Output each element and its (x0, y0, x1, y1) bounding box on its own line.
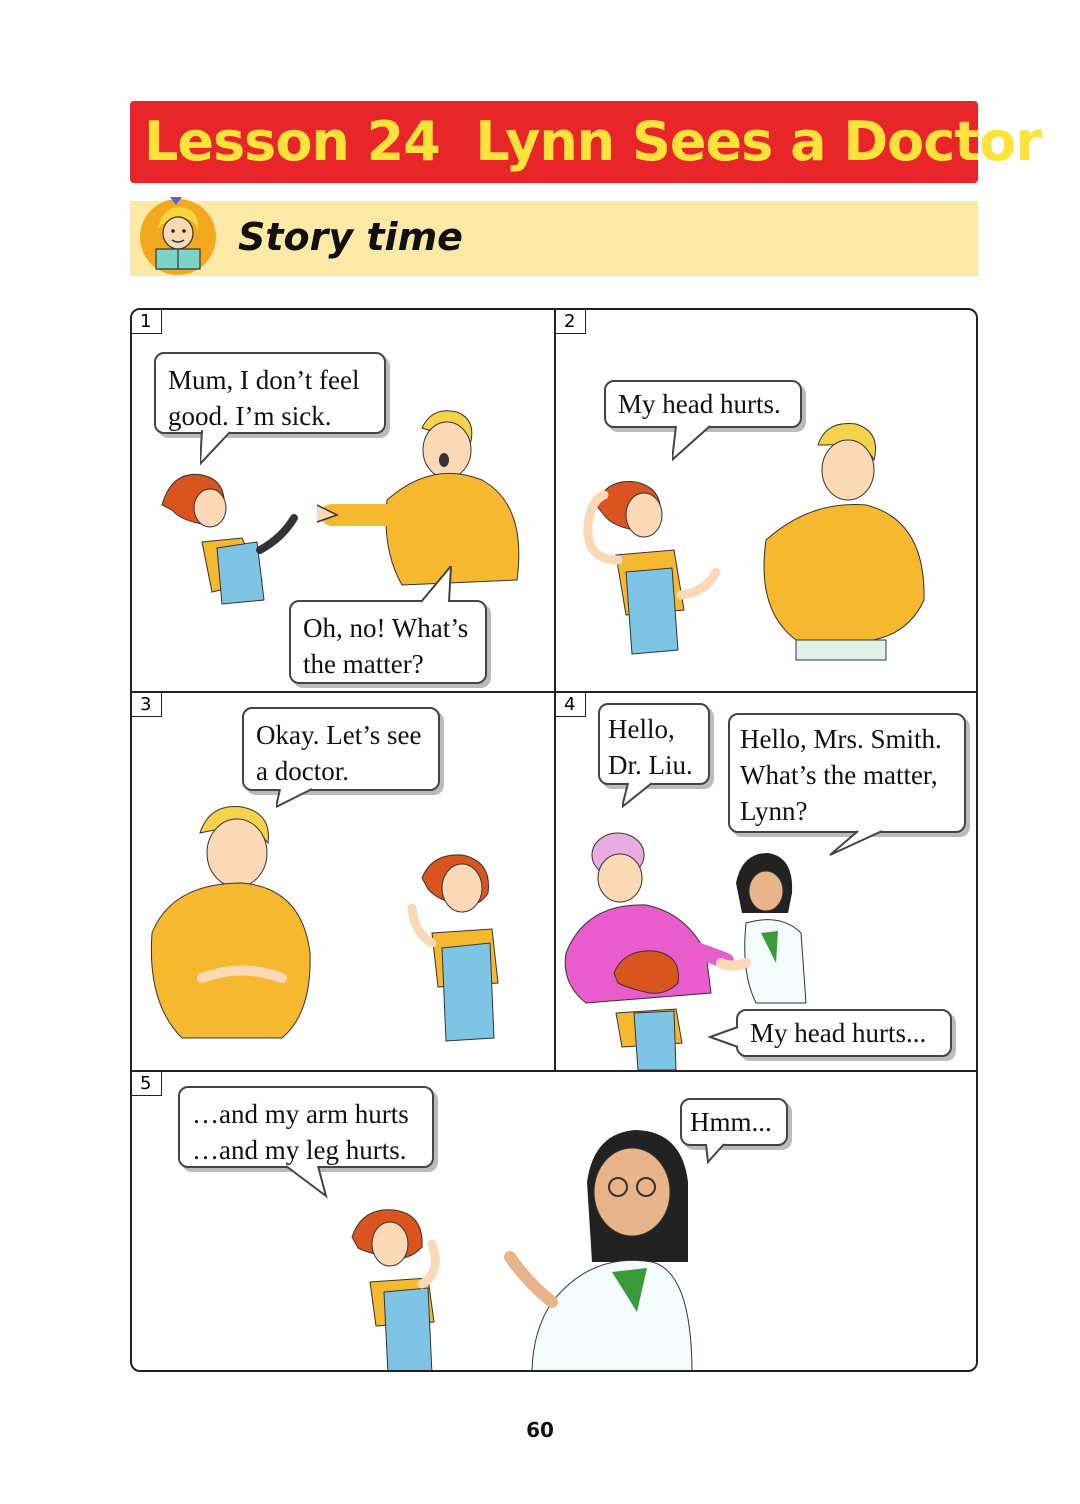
speech-bubble-tail (282, 1164, 332, 1200)
speech-bubble (178, 1086, 434, 1168)
bubble-line: What’s the matter, (740, 760, 938, 790)
speech-bubble (289, 600, 487, 684)
panel-3 (132, 693, 554, 1070)
speech-bubble-tail (672, 424, 716, 464)
speech-bubble-tail (828, 829, 888, 859)
bubble-line: …and my arm hurts (192, 1099, 409, 1129)
panel-4 (556, 693, 978, 1070)
bubble-line: Hello, (608, 714, 675, 744)
bubble-line: Lynn? (740, 796, 808, 826)
bubble-line: good. I’m sick. (168, 401, 332, 431)
bubble-line: a doctor. (256, 756, 349, 786)
section-title: Story time (238, 215, 463, 259)
bubble-line: My head hurts. (618, 389, 781, 419)
speech-bubble (736, 1009, 952, 1057)
speech-bubble (728, 713, 966, 833)
speech-bubble-tail (417, 566, 457, 606)
bubble-line: Hello, Mrs. Smith. (740, 724, 942, 754)
speech-bubble-tail (702, 1142, 732, 1166)
bubble-line: Oh, no! What’s (303, 613, 469, 643)
panel-2-illustration (556, 310, 978, 691)
speech-bubble-tail (622, 781, 662, 811)
speech-bubble-tail (276, 787, 320, 811)
bubble-line: …and my leg hurts. (192, 1135, 407, 1165)
panel-number: 3 (132, 693, 162, 717)
speech-bubble (680, 1098, 788, 1146)
panel-number: 5 (132, 1072, 162, 1096)
speech-bubble (154, 352, 386, 434)
girl-reading-book-icon (136, 189, 218, 277)
panel-2 (556, 310, 978, 691)
speech-bubble-tail (200, 430, 240, 470)
speech-bubble (598, 703, 710, 785)
speech-bubble (604, 380, 802, 428)
bubble-line: Mum, I don’t feel (168, 365, 360, 395)
bubble-line: Dr. Liu. (608, 750, 693, 780)
bubble-line: My head hurts... (750, 1018, 927, 1048)
comic-strip (130, 308, 978, 1372)
panel-number: 1 (132, 310, 162, 334)
speech-bubble (242, 707, 440, 791)
speech-bubble-tail (708, 1023, 740, 1053)
panel-1 (132, 310, 554, 691)
panel-5 (132, 1072, 978, 1372)
bubble-line: Okay. Let’s see (256, 720, 422, 750)
page-number: 60 (526, 1418, 554, 1442)
bubble-line: the matter? (303, 649, 424, 679)
lesson-title: Lesson 24 Lynn Sees a Doctor (144, 110, 1041, 173)
story-time-bar (130, 201, 978, 276)
panel-number: 4 (556, 693, 586, 717)
panel-number: 2 (556, 310, 586, 334)
bubble-line: Hmm... (690, 1107, 772, 1137)
lesson-title-bar (130, 101, 1041, 183)
